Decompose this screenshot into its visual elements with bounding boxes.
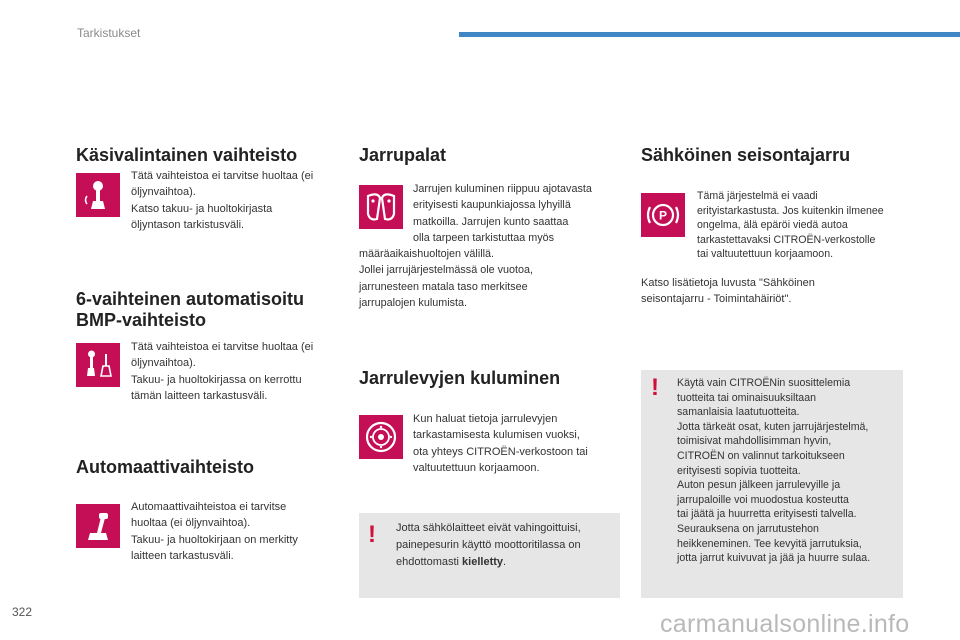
header-accent-bar (459, 32, 960, 37)
text-line: seisontajarru - Toimintahäiriöt". (641, 293, 792, 306)
text-line: Katso lisätietoja luvusta "Sähköinen (641, 277, 815, 289)
parking-brake-title: Sähköinen seisontajarru (641, 145, 851, 165)
section-header-title: Tarkistukset (77, 26, 141, 40)
text-line: Katso takuu- ja huoltokirjasta (131, 202, 273, 215)
text-line: tuotteita tai ominaisuuksiltaan (677, 391, 816, 404)
text-line: tämän laitteen tarkastusväli. (131, 390, 268, 403)
brake-pads-text-bottom (359, 246, 533, 312)
title-line: 6-vaihteinen automatisoitu (76, 289, 305, 309)
text-line: huoltaa (ei öljynvaihtoa). (131, 517, 251, 530)
manual-gearbox-title: Käsivalintainen vaihteisto (76, 145, 298, 165)
text-line: olla tarpeen tarkistuttaa myös (413, 232, 555, 245)
text-line: heikkeneminen. Tee kevyitä jarrutuksia, (677, 537, 862, 550)
title-line: BMP-vaihteisto (76, 310, 207, 330)
text-line: erityisesti sopivia tuotteita. (677, 464, 801, 477)
bmp-gearbox-text (131, 339, 313, 405)
auto-gear-lever-icon (76, 504, 120, 548)
brake-pads-title: Jarrupalat (359, 145, 447, 165)
text-line: CITROËN on valinnut tarkoitukseen (677, 449, 845, 462)
text-line: tai jäätä ja huurretta erityisesti talvella. (677, 508, 857, 521)
text-line: samanlaisia laatutuotteita. (677, 406, 800, 419)
text-line: Jotta sähkölaitteet eivät vahingoittuisi, (396, 522, 581, 534)
text-line: Jollei jarrujärjestelmässä ole vuotoa, (359, 264, 534, 277)
text-line: matkoilla. Jarrujen kunto saattaa (413, 215, 569, 228)
parking-brake-more-info (641, 275, 815, 308)
brake-discs-text (413, 411, 588, 477)
paddle-shift-icon (76, 343, 120, 387)
brake-discs-title: Jarrulevyjen kuluminen (359, 368, 561, 388)
brake-disc-icon (359, 415, 403, 459)
text-line: Takuu- ja huoltokirjassa on kerrottu (131, 373, 302, 386)
text-line: ehdottomasti (396, 555, 463, 568)
forbidden-word: kielletty (462, 555, 504, 568)
text-line: Tämä järjestelmä ei vaadi (697, 190, 818, 202)
warning-exclamation-icon: ! (368, 521, 376, 548)
text-line: Kun haluat tietoja jarrulevyjen (413, 413, 558, 425)
text-line: Jarrujen kuluminen riippuu ajotavasta (413, 183, 592, 195)
citroen-products-warning-text (677, 376, 870, 566)
text-line: Jotta tärkeät osat, kuten jarrujärjestelmä, (677, 420, 869, 433)
bmp-gearbox-title (76, 289, 304, 331)
text-line: ongelma, älä epäröi viedä autoa (697, 219, 848, 232)
text-line: . (503, 555, 507, 568)
automatic-gearbox-title: Automaattivaihteisto (76, 457, 255, 477)
text-line: jarrunesteen matala taso merkitsee (359, 280, 528, 293)
text-line: öljyntason tarkistusväli. (131, 219, 245, 232)
text-line: tarkastettavaksi CITROËN-verkostolle (697, 233, 876, 246)
text-line: jarrupaloille voi muodostua kosteutta (677, 493, 849, 506)
gear-lever-icon (76, 173, 120, 217)
text-line: toimisivat mahdollisimman hyvin, (677, 435, 832, 448)
pressure-washer-warning-box (359, 513, 620, 598)
text-line: Takuu- ja huoltokirjaan on merkitty (131, 533, 298, 546)
text-line: Käytä vain CITROËNin suosittelemia (677, 377, 851, 389)
text-line: erityistarkastusta. Jos kuitenkin ilmenee (697, 204, 884, 217)
text-line: Seurauksena on jarrutustehon (677, 522, 819, 535)
brake-pads-icon (359, 185, 403, 229)
page-number: 322 (12, 605, 33, 619)
parking-brake-icon (641, 193, 685, 237)
text-line: Tätä vaihteistoa ei tarvitse huoltaa (ei (131, 341, 314, 353)
pressure-washer-warning-text (396, 520, 581, 570)
watermark: carmanualsonline.info (660, 610, 910, 638)
text-line: valtuutettuun korjaamoon. (413, 462, 540, 475)
text-line: tai valtuutettuun korjaamoon. (697, 248, 834, 261)
citroen-products-warning-box (641, 370, 903, 598)
text-line: Auton pesun jälkeen jarrulevyille ja (677, 479, 841, 492)
text-line: jotta jarrut kuivuvat ja jää ja huurre sulaa. (677, 552, 871, 565)
text-line: ota yhteys CITROËN-verkostoon tai (413, 445, 588, 458)
parking-brake-text (697, 189, 884, 262)
text-line: Tätä vaihteistoa ei tarvitse huoltaa (ei (131, 170, 314, 182)
text-line: erityisesti kaupunkiajossa lyhyillä (413, 199, 571, 212)
text-line: painepesurin käyttö moottoritilassa on (396, 538, 581, 551)
text-line: tarkastamisesta kulumisen vuoksi, (413, 429, 580, 442)
text-line: öljynvaihtoa). (131, 357, 196, 370)
text-line: jarrupalojen kulumista. (359, 297, 468, 310)
text-line: laitteen tarkastusväli. (131, 550, 234, 563)
automatic-gearbox-text (131, 499, 298, 565)
manual-gearbox-text (131, 168, 313, 234)
text-line: määräaikaishuoltojen välillä. (359, 248, 495, 260)
text-line: öljynvaihtoa). (131, 186, 196, 199)
brake-pads-text-top (413, 181, 592, 247)
text-line: Automaattivaihteistoa ei tarvitse (131, 501, 287, 513)
svg-text:P: P (658, 208, 668, 223)
warning-exclamation-icon: ! (651, 374, 659, 401)
